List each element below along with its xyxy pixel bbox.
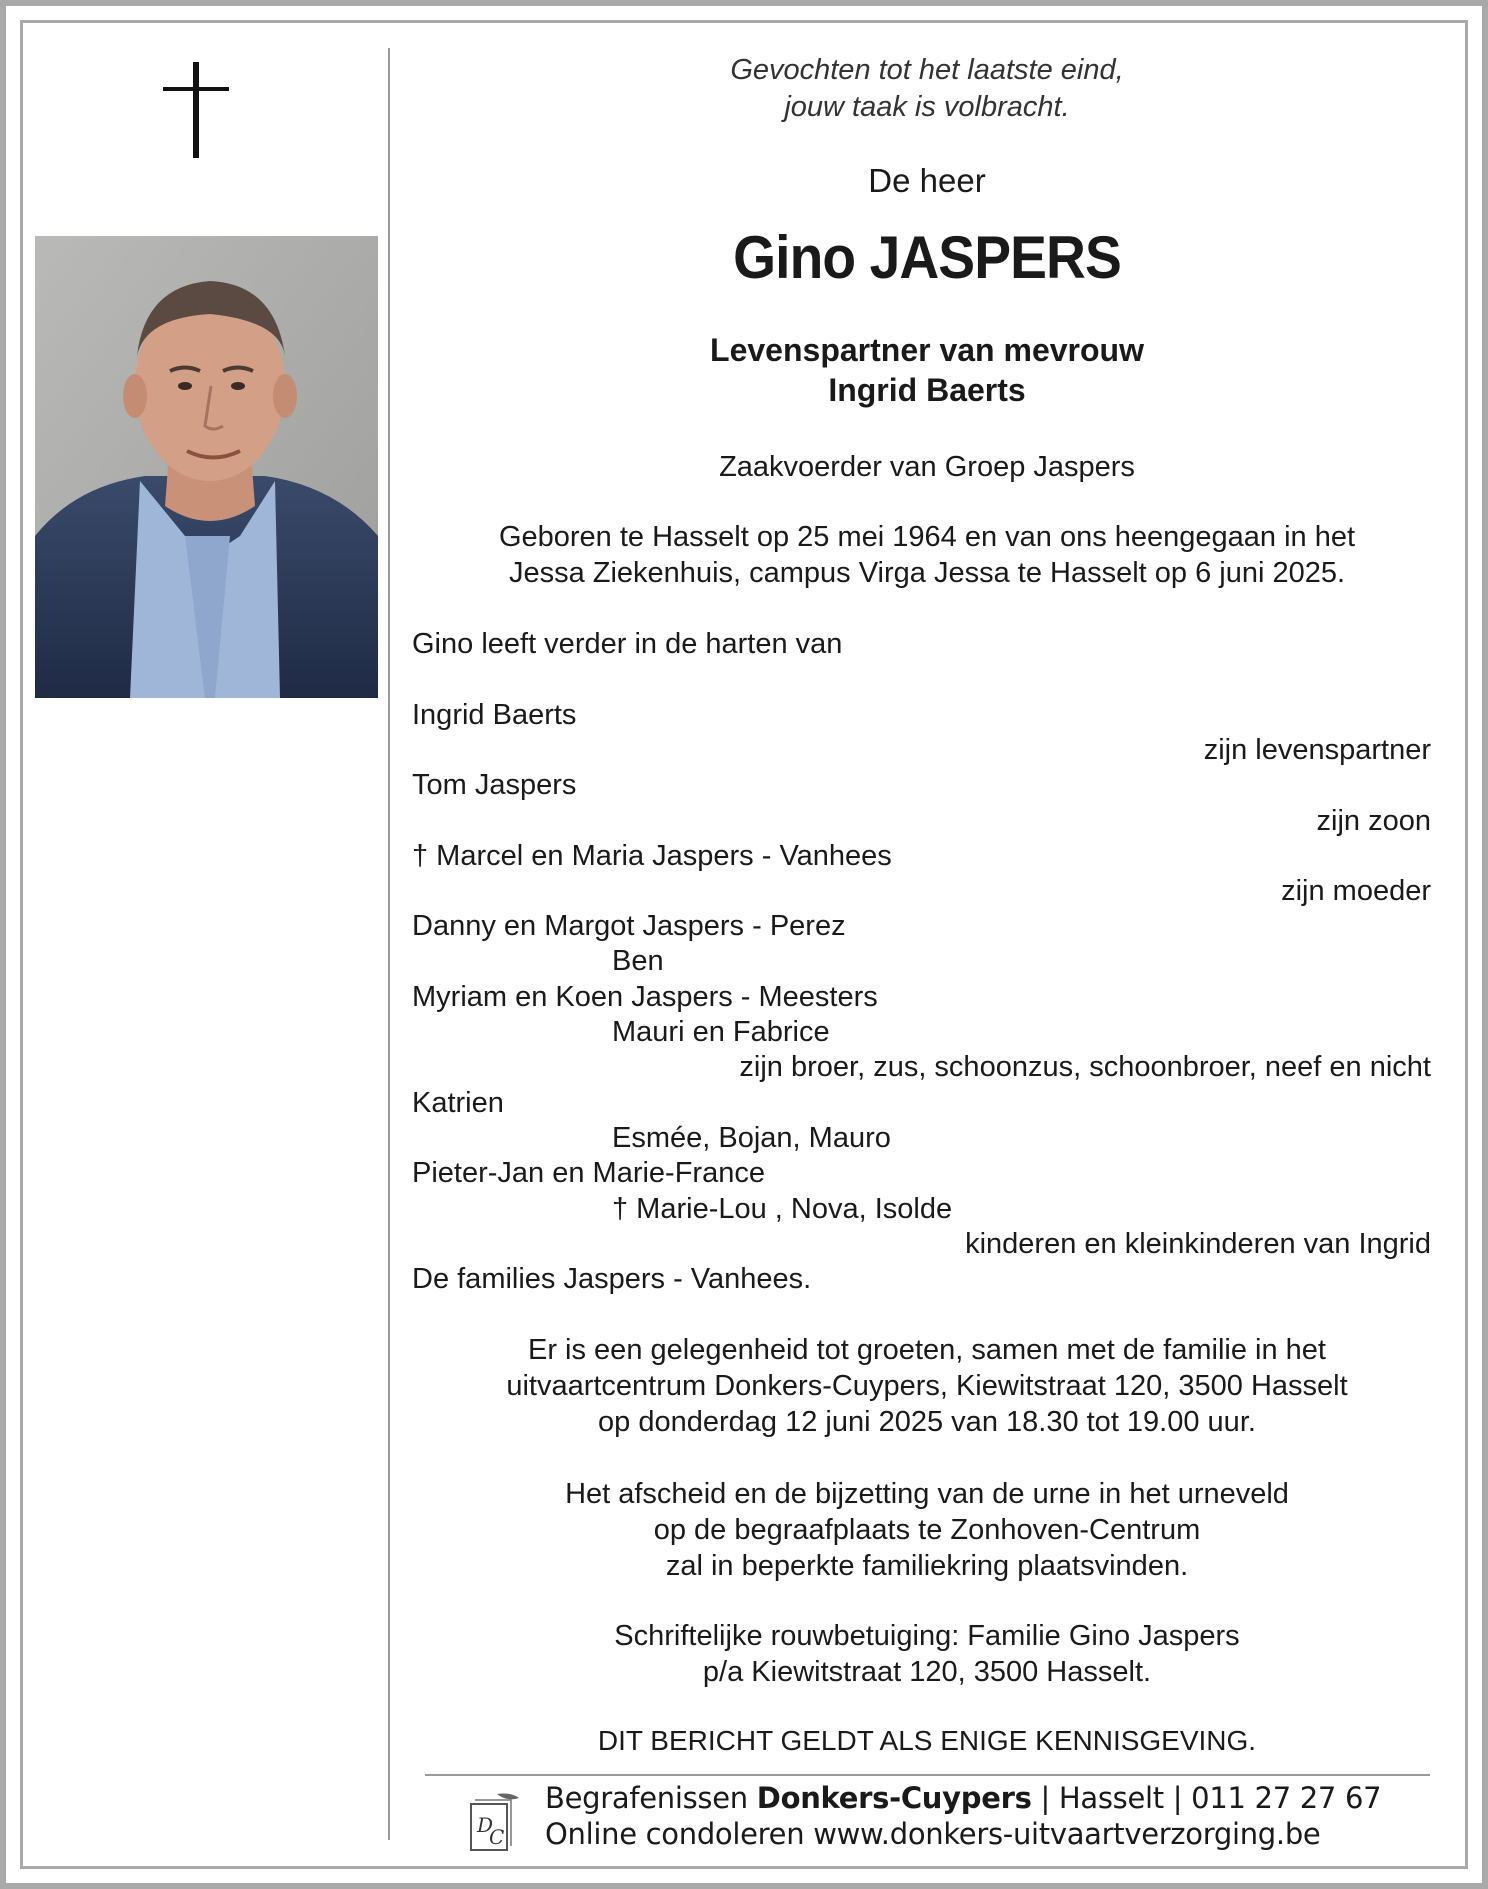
partner-text: Levenspartner van mevrouw bbox=[710, 332, 1144, 368]
svg-text:D: D bbox=[477, 1813, 494, 1837]
partner-name: Ingrid Baerts bbox=[828, 372, 1026, 408]
family-relation: zijn levenspartner bbox=[1203, 734, 1431, 766]
portrait-photo bbox=[35, 236, 378, 698]
verse-line: Gevochten tot het laatste eind, bbox=[730, 54, 1124, 86]
farewell-line: op de begraafplaats te Zonhoven-Centrum bbox=[653, 1514, 1201, 1546]
family-member: Mauri en Fabrice bbox=[612, 1016, 830, 1048]
footer-prefix: Begrafenissen bbox=[545, 1781, 748, 1815]
footer-divider bbox=[425, 1774, 1430, 1776]
honorific: De heer bbox=[868, 162, 986, 199]
family-member: † Marie-Lou , Nova, Isolde bbox=[612, 1193, 953, 1225]
birth-death-info bbox=[400, 519, 1454, 591]
born-line: Jessa Ziekenhuis, campus Virga Jessa te Hasselt op 6 juni 2025. bbox=[508, 557, 1346, 589]
svg-text:C: C bbox=[489, 1825, 505, 1849]
farewell-line: zal in beperkte familiekring plaatsvinden. bbox=[665, 1550, 1189, 1582]
greeting-info bbox=[400, 1332, 1454, 1440]
footer-separator: | bbox=[1172, 1781, 1183, 1815]
condolence-line: Schriftelijke rouwbetuiging: Familie Gino Jaspers bbox=[614, 1620, 1240, 1652]
partner-line bbox=[400, 330, 1454, 410]
farewell-line: Het afscheid en de bijzetting van de urne in het urneveld bbox=[565, 1478, 1289, 1510]
verse-line: jouw taak is volbracht. bbox=[784, 91, 1070, 123]
family-relation: zijn zoon bbox=[1316, 805, 1431, 837]
cross-icon bbox=[163, 62, 229, 158]
family-member: De families Jaspers - Vanhees. bbox=[412, 1263, 812, 1295]
family-member: Ingrid Baerts bbox=[412, 699, 577, 731]
family-relation: zijn moeder bbox=[1281, 875, 1431, 907]
family-member: Pieter-Jan en Marie-France bbox=[412, 1157, 765, 1189]
footer-city: Hasselt bbox=[1058, 1781, 1164, 1815]
farewell-info bbox=[400, 1476, 1454, 1584]
condolence-line: p/a Kiewitstraat 120, 3500 Hasselt. bbox=[702, 1656, 1152, 1688]
funeral-home-logo-icon bbox=[467, 1790, 523, 1854]
greeting-line: Er is een gelegenheid tot groeten, samen met de familie in het bbox=[528, 1334, 1326, 1366]
greeting-line: uitvaartcentrum Donkers-Cuypers, Kiewitstraat 120, 3500 Hasselt bbox=[506, 1370, 1348, 1402]
footer-company: Donkers-Cuypers bbox=[756, 1781, 1032, 1815]
family-intro: Gino leeft verder in de harten van bbox=[412, 628, 843, 660]
family-member: † Marcel en Maria Jaspers - Vanhees bbox=[412, 840, 892, 872]
footer-online-condolence[interactable]: Online condoleren www.donkers-uitvaartverzorging.be bbox=[545, 1817, 1321, 1851]
verse bbox=[400, 52, 1454, 126]
family-member: Danny en Margot Jaspers - Perez bbox=[412, 910, 846, 942]
notice: DIT BERICHT GELDT ALS ENIGE KENNISGEVING. bbox=[597, 1725, 1257, 1756]
footer-phone: 011 27 27 67 bbox=[1191, 1781, 1382, 1815]
greeting-line: op donderdag 12 juni 2025 van 18.30 tot 19.00 uur. bbox=[598, 1406, 1256, 1438]
role: Zaakvoerder van Groep Jaspers bbox=[719, 451, 1135, 483]
family-member: Ben bbox=[612, 945, 664, 977]
family-member: Esmée, Bojan, Mauro bbox=[612, 1122, 891, 1154]
family-relation: kinderen en kleinkinderen van Ingrid bbox=[965, 1228, 1431, 1260]
family-member: Katrien bbox=[412, 1087, 504, 1119]
deceased-name: Gino JASPERS bbox=[733, 224, 1121, 291]
footer-company-line bbox=[545, 1780, 1381, 1816]
born-line: Geboren te Hasselt op 25 mei 1964 en van ons heengegaan in het bbox=[498, 521, 1356, 553]
footer-separator: | bbox=[1040, 1781, 1050, 1815]
condolence-info bbox=[400, 1618, 1454, 1690]
family-member: Tom Jaspers bbox=[412, 769, 577, 801]
family-relation: zijn broer, zus, schoonzus, schoonbroer, neef en nicht bbox=[739, 1051, 1431, 1083]
column-divider bbox=[388, 48, 390, 1840]
family-member: Myriam en Koen Jaspers - Meesters bbox=[412, 981, 878, 1013]
